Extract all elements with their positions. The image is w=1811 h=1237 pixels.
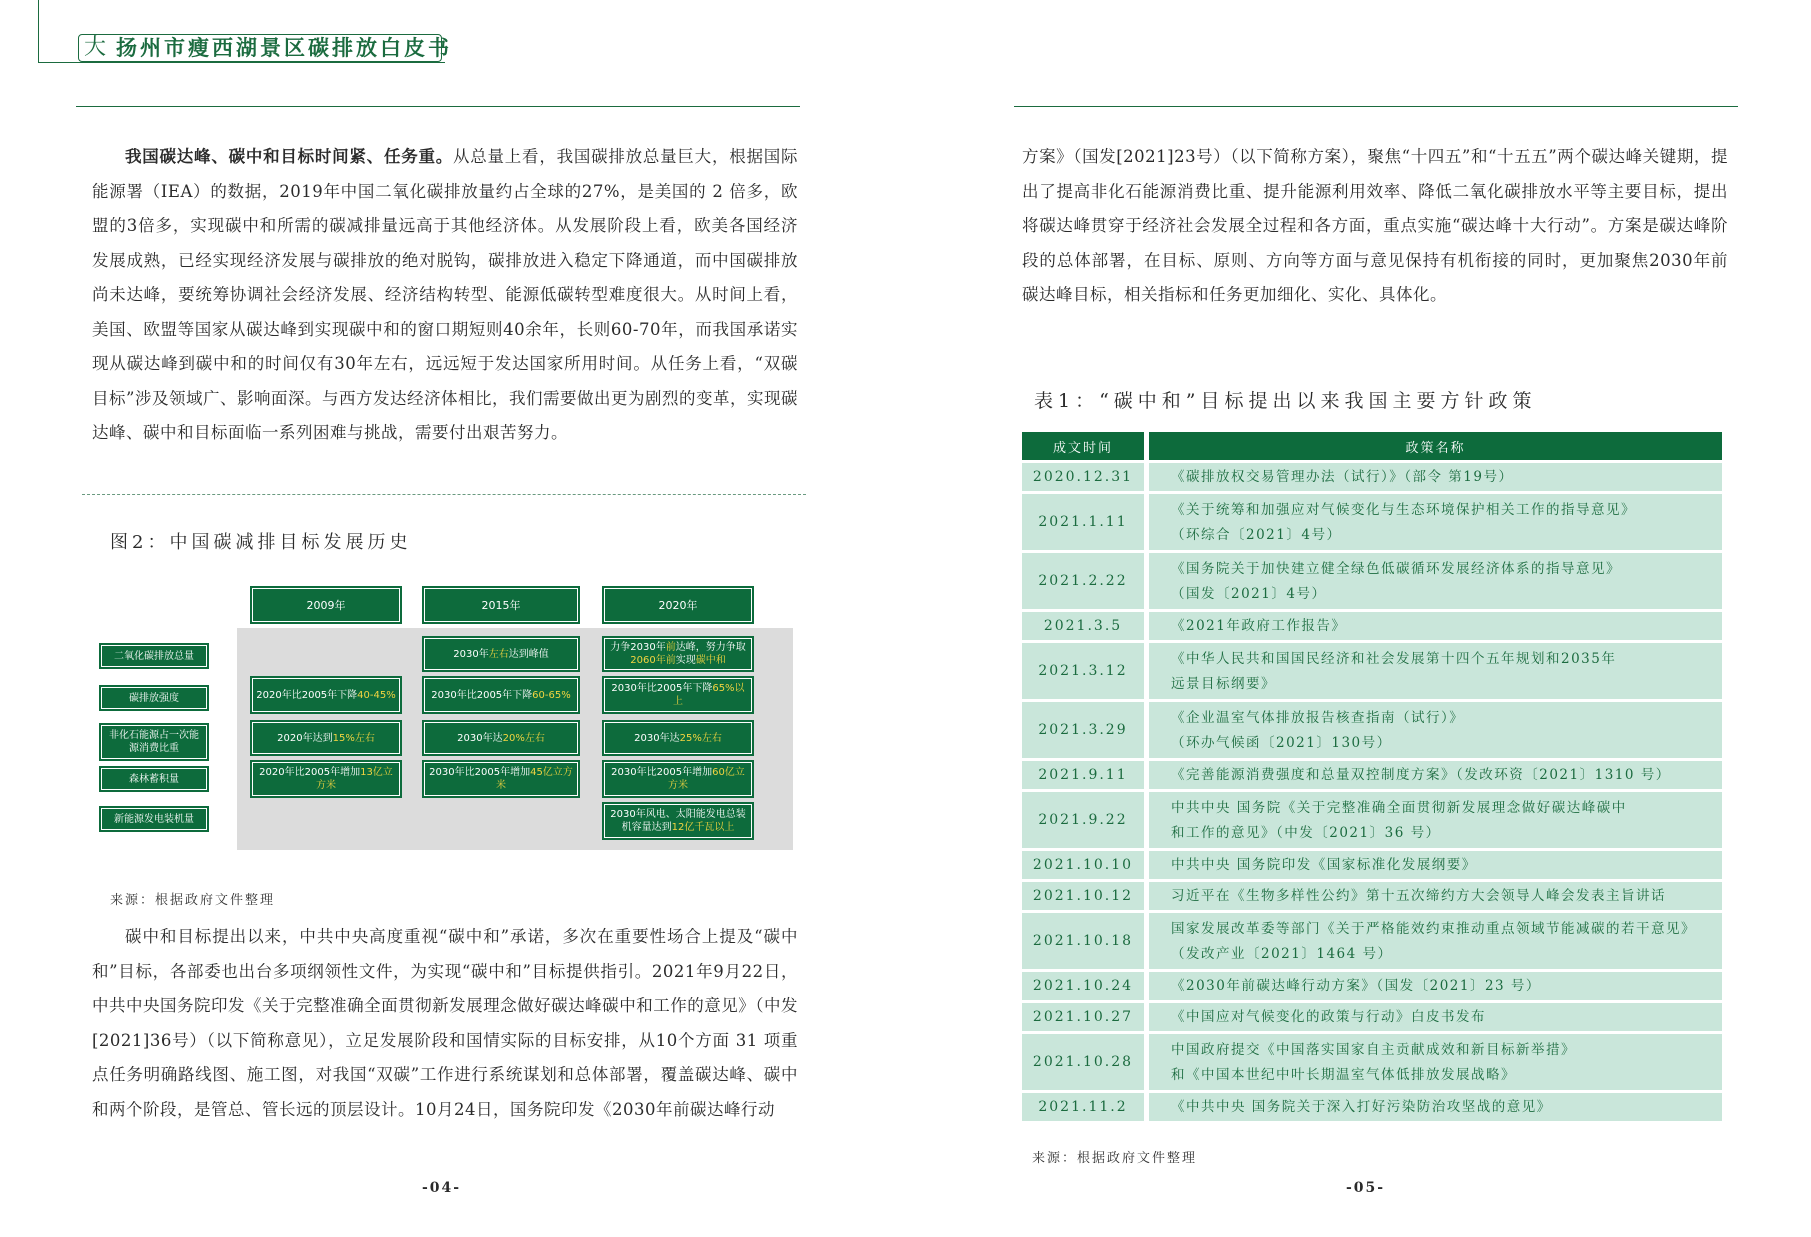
cell-text: 2030年达: [634, 732, 680, 744]
table-row: [1022, 792, 1722, 848]
policy-name-line: 《中华人民共和国国民经济和社会发展第十四个五年规划和2035年: [1171, 650, 1617, 667]
policy-date: 2021.10.12: [1022, 882, 1144, 910]
document-title: 扬州市瘦西湖景区碳排放白皮书: [116, 35, 452, 60]
cell-text: 2030年比2005年增加: [611, 767, 713, 778]
year-header-2009: 2009年: [250, 586, 402, 624]
table-row: [1022, 1093, 1722, 1121]
policy-name: [1149, 1034, 1722, 1090]
tower-logo-icon: 大: [84, 35, 107, 60]
policy-name: [1149, 851, 1722, 879]
policy-name: [1149, 553, 1722, 609]
policy-name-line: 中国政府提交《中国落实国家自主贡献成效和新目标新举措》: [1171, 1041, 1576, 1058]
table-row: [1022, 494, 1722, 550]
policy-name: [1149, 761, 1722, 789]
cell-highlight: 60亿立方米: [668, 767, 745, 791]
policy-name: [1149, 882, 1722, 910]
cell-highlight: 12亿千瓦以上: [671, 822, 735, 833]
cell-text: 2020年达到: [277, 732, 333, 744]
policy-name-line: 《国务院关于加快建立健全绿色低碳循环发展经济体系的指导意见》: [1171, 560, 1621, 577]
cell-highlight: 25%左右: [679, 732, 722, 744]
policy-name-line: 《完善能源消费强度和总量双控制度方案》（发改环资〔2021〕1310 号）: [1171, 767, 1671, 783]
right-paragraph-1: [1022, 140, 1728, 313]
cell-text: 2020年比2005年下降: [256, 689, 358, 701]
policy-date: 2021.10.24: [1022, 972, 1144, 1000]
policy-date: 2021.2.22: [1022, 553, 1144, 609]
table-row: [1022, 913, 1722, 969]
policy-name: [1149, 494, 1722, 550]
policy-name-line: 《关于统筹和加强应对气候变化与生态环境保护相关工作的指导意见》: [1171, 501, 1636, 518]
cell-highlight: 左右: [488, 648, 509, 660]
policy-name-line: 中共中央 国务院印发《国家标准化发展纲要》: [1171, 857, 1477, 873]
policy-name-line: 《中共中央 国务院关于深入打好污染防治攻坚战的意见》: [1171, 1099, 1552, 1115]
cell-highlight: 45亿立方米: [496, 767, 573, 791]
table-row: [1022, 643, 1722, 699]
policy-name-line: 远景目标纲要》: [1171, 675, 1276, 692]
table-row: [1022, 1003, 1722, 1031]
cell-highlight: 2060年前: [630, 655, 676, 666]
cell-highlight: 40-45%: [357, 689, 396, 701]
policy-date: 2021.11.2: [1022, 1093, 1144, 1121]
figure-source: 来源：根据政府文件整理: [110, 893, 276, 908]
paragraph-body: 碳中和目标提出以来，中共中央高度重视“碳中和”承诺，多次在重要性场合上提及“碳中和”目标，各部委也出台多项纲领性文件，为实现“碳中和”目标提供指引。2021年9月22日，中共中央国务院印发《关于完整准确全面贯彻新发展理念做好碳达峰碳中和工作的意见》（中发[2021]36号）（以下简称意见），立足发展阶段和国情实际的目标安排，从10个方面 31 项重点任务明确路线图、施工图，对我国“双碳”工作进行系统谋划和总体部署，覆盖碳达峰、碳中和两个阶段，是管总、管长远的顶层设计。10月24日，国务院印发《2030年前碳达峰行动: [92, 927, 798, 1119]
policy-name-line: 《中国应对气候变化的政策与行动》白皮书发布: [1171, 1009, 1486, 1025]
policy-date: 2021.3.12: [1022, 643, 1144, 699]
policy-table: [1022, 432, 1722, 1124]
cell-highlight: 碳中和: [695, 655, 726, 666]
policy-name-line: （环办气候函〔2021〕130号）: [1171, 734, 1392, 751]
year-header-2020: 2020年: [602, 586, 754, 624]
table-row: [1022, 761, 1722, 789]
cell-highlight: 60-65%: [532, 689, 571, 701]
policy-name-line: 中共中央 国务院《关于完整准确全面贯彻新发展理念做好碳达峰碳中: [1171, 799, 1627, 816]
policy-date: 2021.10.27: [1022, 1003, 1144, 1031]
cell-highlight: 13亿立方米: [316, 767, 393, 791]
table-source: 来源：根据政府文件整理: [1032, 1151, 1198, 1166]
policy-date: 2021.10.28: [1022, 1034, 1144, 1090]
policy-name-line: 和工作的意见》（中发〔2021〕36 号）: [1171, 824, 1441, 841]
cell-highlight: 15%左右: [332, 732, 375, 744]
cell-text: 2030年风电、太阳能发电总装机容量达到: [610, 809, 746, 833]
policy-name-line: 和《中国本世纪中叶长期温室气体低排放发展战略》: [1171, 1066, 1516, 1083]
header-rule: [1014, 106, 1738, 107]
cell-highlight: 20%左右: [502, 732, 545, 744]
row-label-non-fossil-share: 非化石能源占一次能源消费比重: [99, 723, 209, 761]
paragraph-body: 从总量上看，我国碳排放总量巨大，根据国际能源署（IEA）的数据，2019年中国二氧化碳排放量约占全球的27%，是美国的 2 倍多，欧盟的3倍多，实现碳中和所需的碳减排量远高于其他经济体。从发展阶段上看，欧美各国经济发展成熟，已经实现经济发展与碳排放的绝对脱钩，碳排放进入稳定下降通道，而中国碳排放尚未达峰，要统筹协调社会经济发展、经济结构转型、能源低碳转型难度很大。从时间上看，美国、欧盟等国家从碳达峰到实现碳中和的窗口期短则40余年，长则60-70年，而我国承诺实现从碳达峰到碳中和的时间仅有30年左右，远远短于发达国家所用时间。从任务上看，“双碳目标”涉及领域广、影响面深。与西方发达经济体相比，我们需要做出更为剧烈的变革，实现碳达峰、碳中和目标面临一系列困难与挑战，需要付出艰苦努力。: [92, 147, 799, 442]
policy-name: [1149, 463, 1722, 491]
policy-name: [1149, 972, 1722, 1000]
page-number: -04-: [422, 1180, 462, 1196]
policy-date: 2021.10.10: [1022, 851, 1144, 879]
row-label-carbon-intensity: 碳排放强度: [99, 685, 209, 711]
figure-title: 图2：中国碳减排目标发展历史: [110, 532, 412, 553]
policy-name-line: （国发〔2021〕4号）: [1171, 585, 1327, 602]
cell-text: 达峰，努力争取: [675, 642, 746, 653]
table-row: [1022, 882, 1722, 910]
table-row: [1022, 553, 1722, 609]
paragraph-lead: 我国碳达峰、碳中和目标时间紧、任务重。: [125, 147, 453, 166]
cell-text: 2030年达: [457, 732, 503, 744]
policy-date: 2020.12.31: [1022, 463, 1144, 491]
cell-text: 力争2030年: [610, 642, 666, 653]
row-label-forest-stock: 森林蓄积量: [99, 766, 209, 792]
table-header-row: [1022, 432, 1722, 460]
policy-name-line: 习近平在《生物多样性公约》第十五次缔约方大会领导人峰会发表主旨讲话: [1171, 888, 1666, 904]
year-header-2015: 2015年: [422, 586, 580, 624]
cell-highlight: 65%以上: [673, 683, 745, 707]
table-row: [1022, 463, 1722, 491]
policy-name-line: （发改产业〔2021〕1464 号）: [1171, 945, 1393, 962]
policy-name-line: 《2021年政府工作报告》: [1171, 618, 1347, 634]
cell-text: 2030年比2005年下降: [611, 683, 713, 694]
policy-date: 2021.9.22: [1022, 792, 1144, 848]
cell-text: 2030年比2005年增加: [429, 767, 531, 778]
column-header-date: 成文时间: [1022, 432, 1144, 460]
table-row: [1022, 612, 1722, 640]
table-body: [1022, 463, 1722, 1121]
table-row: [1022, 702, 1722, 758]
policy-date: 2021.3.5: [1022, 612, 1144, 640]
policy-name: [1149, 1003, 1722, 1031]
cell-text: 2020年比2005年增加: [259, 767, 361, 778]
cell-text: 达到峰值: [508, 648, 549, 660]
table-row: [1022, 1034, 1722, 1090]
table-row: [1022, 972, 1722, 1000]
policy-name-line: （环综合〔2021〕4号）: [1171, 526, 1342, 543]
row-label-new-energy-capacity: 新能源发电装机量: [99, 806, 209, 832]
table-title: 表1：“碳中和”目标提出以来我国主要方针政策: [1034, 390, 1537, 412]
policy-name: [1149, 643, 1722, 699]
paragraph-body: 方案》（国发[2021]23号）（以下简称方案），聚焦“十四五”和“十五五”两个碳达峰关键期，提出了提高非化石能源消费比重、提升能源利用效率、降低二氧化碳排放水平等主要目标，提出将碳达峰贯穿于经济社会发展全过程和各方面，重点实施“碳达峰十大行动”。方案是碳达峰阶段的总体部署，在目标、原则、方向等方面与意见保持有机衔接的同时，更加聚焦2030年前碳达峰目标，相关指标和任务更加细化、实化、具体化。: [1022, 147, 1728, 304]
policy-name: [1149, 1093, 1722, 1121]
policy-name: [1149, 702, 1722, 758]
policy-name-line: 《碳排放权交易管理办法（试行）》（部令 第19号）: [1171, 469, 1514, 485]
policy-date: 2021.10.18: [1022, 913, 1144, 969]
table-row: [1022, 851, 1722, 879]
cell-text: 实现: [675, 655, 696, 666]
policy-date: 2021.9.11: [1022, 761, 1144, 789]
page-number: -05-: [1346, 1180, 1386, 1196]
row-label-co2-total: 二氧化碳排放总量: [99, 643, 209, 669]
cell-highlight: 前: [665, 642, 676, 653]
policy-name-line: 《企业温室气体排放报告核查指南（试行）》: [1171, 709, 1465, 726]
policy-date: 2021.1.11: [1022, 494, 1144, 550]
policy-name: [1149, 792, 1722, 848]
policy-name: [1149, 913, 1722, 969]
cell-text: 2030年: [453, 648, 489, 660]
policy-name-line: 《2030年前碳达峰行动方案》（国发〔2021〕23 号）: [1171, 978, 1541, 994]
cell-text: 2030年比2005年下降: [431, 689, 533, 701]
policy-name: [1149, 612, 1722, 640]
policy-date: 2021.3.29: [1022, 702, 1144, 758]
policy-name-line: 国家发展改革委等部门《关于严格能效约束推动重点领域节能减碳的若干意见》: [1171, 920, 1696, 937]
column-header-policy: 政策名称: [1149, 432, 1722, 460]
